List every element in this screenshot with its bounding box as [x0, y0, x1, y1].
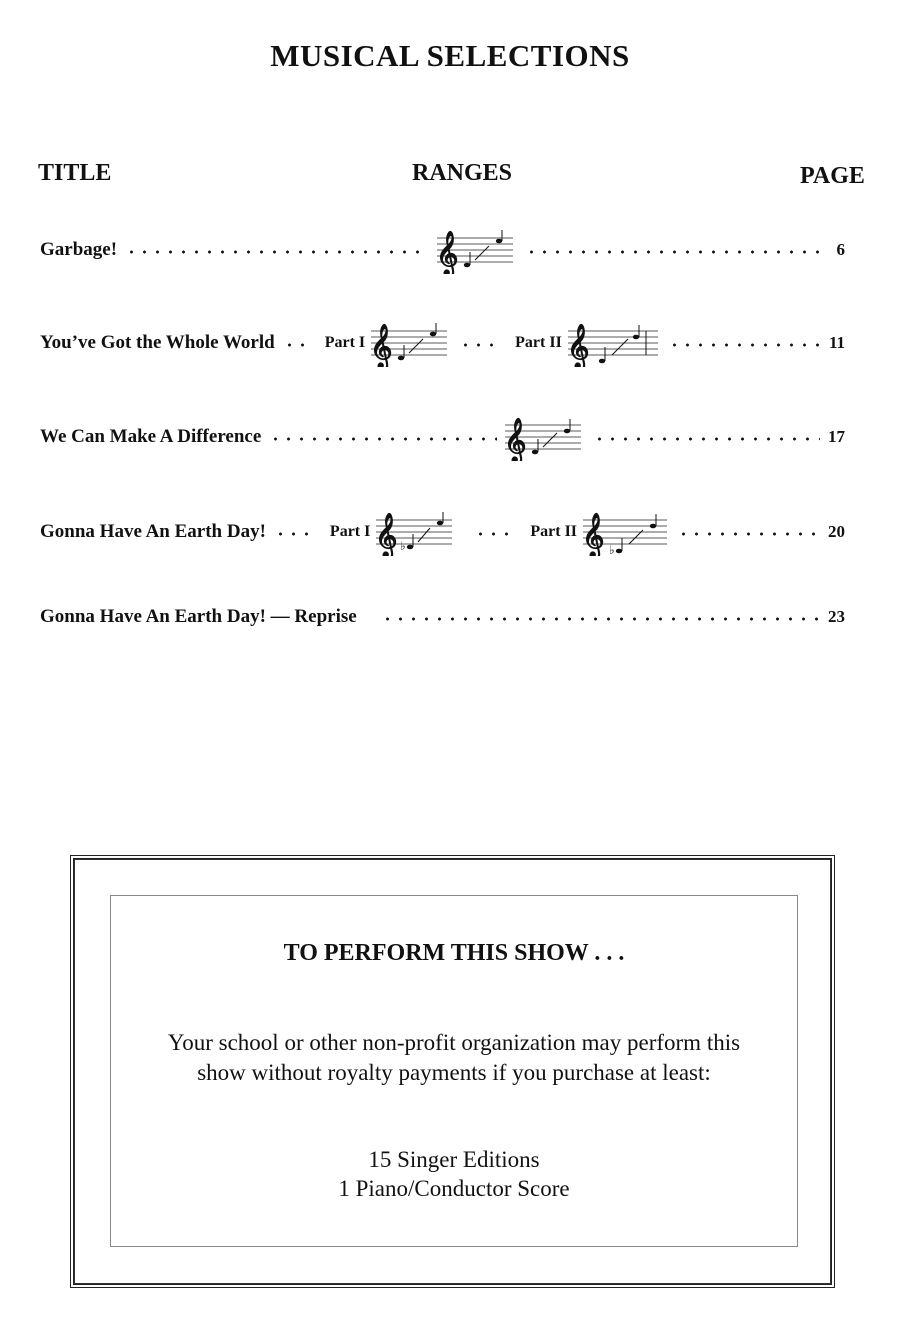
page-number: 17 [828, 427, 845, 446]
treble-clef-staff-icon [568, 319, 660, 367]
page-number: 11 [828, 333, 845, 352]
perform-box-text-line-2: show without royalty payments if you purchase at least: [197, 1060, 711, 1085]
svg-text:♭: ♭ [609, 543, 615, 556]
column-header-ranges: RANGES [412, 160, 513, 186]
dot-leader [459, 343, 501, 347]
treble-clef-staff-icon [505, 413, 585, 461]
song-row-whole-world [40, 323, 845, 363]
treble-clef-staff-icon [437, 226, 517, 274]
page-number: 6 [836, 240, 846, 259]
dot-leader [474, 532, 516, 536]
dot-leader [668, 343, 821, 347]
treble-clef-staff-icon [371, 319, 451, 367]
page-number: 23 [828, 607, 845, 626]
svg-text:♭: ♭ [400, 539, 407, 553]
part-label: Part I [324, 334, 366, 351]
song-title: You’ve Got the Whole World [40, 332, 275, 353]
dot-leader [593, 437, 820, 441]
song-row-garbage [40, 230, 845, 270]
treble-clef-staff-icon [583, 508, 669, 556]
dot-leader [381, 617, 820, 621]
dot-leader [274, 532, 316, 536]
perform-box-text-line-1: Your school or other non-profit organization may perform this [167, 1030, 741, 1055]
dot-leader [525, 250, 829, 254]
page-title: MUSICAL SELECTIONS [270, 38, 630, 73]
song-row-make-a-difference [40, 417, 845, 457]
column-header-title: TITLE [38, 160, 112, 186]
treble-clef-staff-icon [376, 508, 456, 556]
dot-leader [677, 532, 820, 536]
dot-leader [125, 250, 429, 254]
song-title: Garbage! [40, 239, 118, 260]
song-title: Gonna Have An Earth Day! — Reprise [40, 606, 357, 627]
part-label: Part II [530, 523, 578, 540]
dot-leader [269, 437, 496, 441]
song-title: We Can Make A Difference [40, 426, 262, 447]
song-row-earth-day-reprise [40, 597, 845, 637]
requirement-singer-editions: 15 Singer Editions [368, 1147, 540, 1172]
perform-box-title: TO PERFORM THIS SHOW . . . [283, 940, 625, 966]
column-header-page: PAGE [800, 163, 865, 189]
song-title: Gonna Have An Earth Day! [40, 521, 266, 542]
part-label: Part I [329, 523, 371, 540]
song-row-earth-day [40, 512, 845, 556]
page-number: 20 [828, 522, 845, 541]
dot-leader [283, 343, 311, 347]
part-label: Part II [515, 334, 562, 351]
requirement-piano-score: 1 Piano/Conductor Score [338, 1176, 570, 1201]
